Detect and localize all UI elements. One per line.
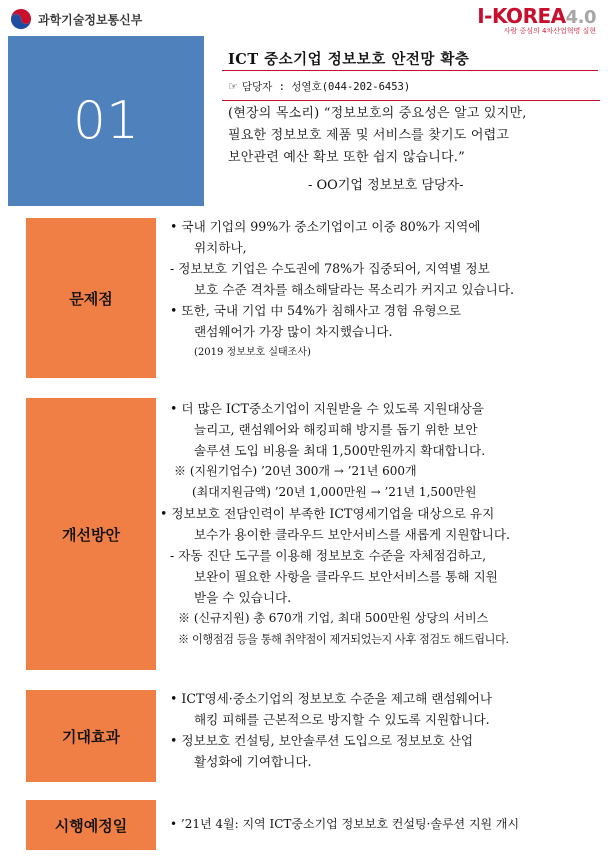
contact-line (228, 79, 410, 94)
text-line: 보수가 용이한 클라우드 보안서비스를 새롭게 지원합니다. (194, 527, 510, 542)
effect-content (170, 688, 590, 772)
text-line: 보완이 필요한 사항을 클라우드 보안서비스를 통해 지원 (194, 569, 498, 584)
brand-logo (477, 4, 596, 36)
text-line: 늘리고, 랜섬웨어와 해킹피해 방지를 돕기 위한 보안 (194, 422, 478, 437)
quote-source: - OO기업 정보보호 담당자- (308, 178, 464, 193)
ministry-header (10, 8, 142, 30)
text-line: • ICT영세·중소기업의 정보보호 수준을 제고해 랜섬웨어나 (170, 691, 493, 706)
item-number-box (8, 36, 204, 206)
problem-content (170, 216, 590, 363)
quote-divider (222, 100, 600, 101)
text-line: - 정보보호 기업은 수도권에 78%가 집중되어, 지역별 정보 (170, 261, 490, 276)
text-line: • ’21년 4월: 지역 ICT중소기업 정보보호 컨설팅·솔루션 지원 개시 (170, 817, 520, 831)
quote-line: 보안관련 예산 확보 또한 쉽지 않습니다.” (228, 150, 465, 165)
text-line: (최대지원금액) ’20년 1,000만원 → ’21년 1,500만원 (192, 485, 477, 499)
text-line: ※ 이행점검 등을 통해 취약점이 제거되었는지 사후 점검도 해드립니다. (178, 633, 509, 646)
effect-label: 기대효과 (62, 727, 120, 746)
text-line: - 자동 진단 도구를 이용해 정보보호 수준을 자체점검하고, (170, 548, 487, 563)
brand-number: 4.0 (565, 7, 596, 28)
contact-text: 담당자 : 성열호(044-202-6453) (241, 81, 411, 93)
text-line: • 정보보호 전담인력이 부족한 ICT영세기업을 대상으로 유지 (160, 506, 495, 521)
item-number: 01 (72, 91, 140, 151)
text-line: 위치하나, (194, 240, 247, 255)
source-note: (2019 정보보호 실태조사) (194, 347, 311, 358)
schedule-content (170, 814, 590, 835)
schedule-label-box (26, 800, 156, 850)
text-line: • 정보보호 컨설팅, 보안솔루션 도입으로 정보보호 산업 (170, 733, 474, 748)
quote-line: (현장의 목소리) “정보보호의 중요성은 알고 있지만, (228, 106, 527, 121)
field-voice-quote (228, 103, 598, 169)
text-line: 받을 수 있습니다. (194, 590, 292, 605)
text-line: ※ (신규지원) 총 670개 기업, 최대 500만원 상당의 서비스 (178, 611, 489, 625)
improve-content (160, 398, 590, 650)
effect-label-box (26, 690, 156, 782)
text-line: 솔루션 도입 비용을 최대 1,500만원까지 확대합니다. (194, 443, 486, 458)
text-line: ※ (지원기업수) ’20년 300개 → ’21년 600개 (174, 464, 417, 478)
text-line: • 또한, 국내 기업 中 54%가 침해사고 경험 유형으로 (170, 303, 461, 318)
text-line: • 더 많은 ICT중소기업이 지원받을 수 있도록 지원대상을 (170, 401, 484, 416)
problem-label: 문제점 (69, 289, 113, 308)
schedule-label: 시행예정일 (54, 816, 128, 835)
text-line: 해킹 피해를 근본적으로 방지할 수 있도록 지원합니다. (194, 712, 490, 727)
brand-name: I-KOREA (477, 4, 566, 28)
text-line: 랜섬웨어가 가장 많이 차지했습니다. (194, 324, 393, 339)
brand-tagline: 사람 중심의 4차산업혁명 실현 (503, 27, 596, 35)
text-line: 보호 수준 격차를 해소해달라는 목소리가 커지고 있습니다. (194, 282, 514, 297)
text-line: 활성화에 기여합니다. (194, 754, 312, 769)
quote-line: 필요한 정보보호 제품 및 서비스를 찾기도 어렵고 (228, 128, 510, 143)
improve-label: 개선방안 (62, 525, 120, 544)
ministry-name: 과학기술정보통신부 (38, 12, 143, 27)
title-divider (222, 70, 598, 71)
text-line: • 국내 기업의 99%가 중소기업이고 이중 80%가 지역에 (170, 219, 481, 234)
improve-label-box (26, 398, 156, 670)
item-title: ICT 중소기업 정보보호 안전망 확충 (228, 51, 470, 68)
problem-label-box (26, 218, 156, 378)
taegeuk-emblem-icon (10, 8, 32, 30)
memo-icon: ☞ (228, 80, 238, 93)
